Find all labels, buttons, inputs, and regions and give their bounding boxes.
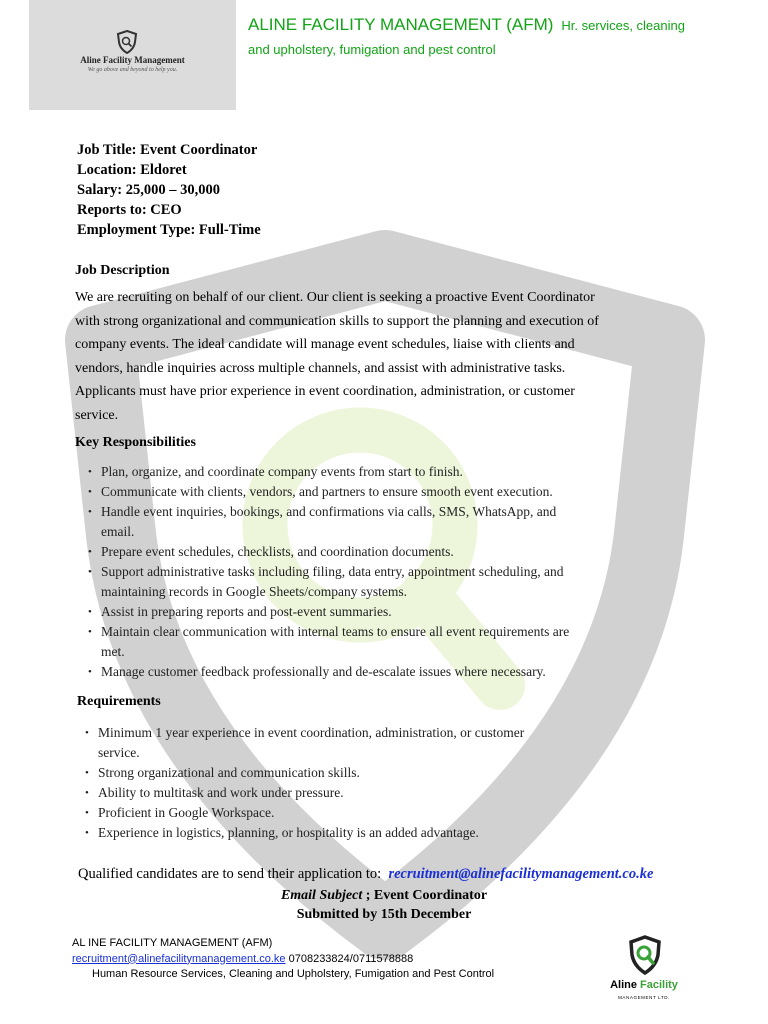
job-location: Location: Eldoret (77, 162, 187, 178)
footer-phones: 0708233824/0711578888 (285, 952, 414, 965)
job-title: Job Title: Event Coordinator (77, 142, 258, 158)
email-subject-block (0, 886, 768, 924)
description-heading: Job Description (75, 263, 170, 278)
logo-name: Aline Facility Management (80, 55, 185, 65)
shield-logo-icon (116, 30, 138, 54)
description-line: service. (75, 407, 119, 423)
list-item: • Ability to multitask and work under pressure. (75, 783, 675, 803)
services-line-2: and upholstery, fumigation and pest control (248, 42, 496, 57)
footer-logo-ltd: MANAGEMENT LTD. (618, 995, 670, 1000)
footer-email-link[interactable]: recruitment@alinefacilitymanagement.co.ke (72, 952, 286, 965)
description-line: Applicants must have prior experience in event coordination, administration, or customer (75, 384, 575, 400)
responsibilities-list (78, 462, 678, 682)
application-email-link[interactable]: recruitment@alinefacilitymanagement.co.ke (388, 866, 654, 882)
logo-tagline: We go above and beyond to help you. (87, 67, 178, 73)
application-line (78, 866, 653, 883)
list-item: • Communicate with clients, vendors, and partners to ensure smooth event execution. (78, 482, 678, 502)
list-item: • Assist in preparing reports and post-event summaries. (78, 602, 678, 622)
email-subject-value: ; Event Coordinator (362, 888, 488, 903)
footer (72, 936, 494, 983)
job-reports-to: Reports to: CEO (77, 202, 182, 218)
description-line: We are recruiting on behalf of our client. Our client is seeking a proactive Event Coordinator (75, 290, 595, 305)
footer-logo (604, 935, 684, 1003)
description-line: company events. The ideal candidate will manage event schedules, liaise with clients and (75, 337, 575, 353)
list-item: • Manage customer feedback professionally and de-escalate issues where necessary. (78, 662, 678, 682)
footer-logo-brand: Aline Facility (610, 979, 678, 991)
list-item: • Support administrative tasks including filing, data entry, appointment scheduling, and maintaining records in Google Sheets/company systems. (78, 562, 678, 602)
list-item: • Handle event inquiries, bookings, and confirmations via calls, SMS, WhatsApp, and email. (78, 502, 678, 542)
list-item: • Experience in logistics, planning, or hospitality is an added advantage. (75, 823, 675, 843)
footer-company: AL INE FACILITY MANAGEMENT (AFM) (72, 937, 273, 949)
application-text: Qualified candidates are to send their application to: (78, 866, 382, 882)
description-line: with strong organizational and communication skills to support the planning and execution of (75, 313, 599, 329)
list-item: • Plan, organize, and coordinate company events from start to finish. (78, 462, 678, 482)
description-text (75, 286, 665, 428)
list-item: • Strong organizational and communication skills. (75, 763, 675, 783)
list-item: • Prepare event schedules, checklists, and coordination documents. (78, 542, 678, 562)
services-line-1: Hr. services, cleaning (561, 18, 685, 33)
job-salary: Salary: 25,000 – 30,000 (77, 182, 220, 198)
header-title (248, 15, 748, 35)
description-line: vendors, handle inquiries across multiple channels, and assist with administrative tasks. (75, 360, 566, 376)
requirements-list (75, 723, 675, 843)
company-logo (29, 0, 236, 110)
requirements-heading: Requirements (77, 694, 161, 709)
list-item: • Maintain clear communication with internal teams to ensure all event requirements are met. (78, 622, 678, 662)
email-subject-label: Email Subject (280, 888, 363, 903)
job-meta (77, 140, 261, 240)
deadline: Submitted by 15th December (296, 907, 472, 922)
company-name: ALINE FACILITY MANAGEMENT (AFM) (248, 15, 554, 34)
job-employment-type: Employment Type: Full-Time (77, 222, 261, 238)
list-item: • Proficient in Google Workspace. (75, 803, 675, 823)
list-item: • Minimum 1 year experience in event coordination, administration, or customer service. (75, 723, 675, 763)
shield-logo-icon (628, 935, 662, 975)
responsibilities-heading: Key Responsibilities (75, 435, 196, 450)
footer-services: Human Resource Services, Cleaning and Upholstery, Fumigation and Pest Control (92, 968, 495, 980)
